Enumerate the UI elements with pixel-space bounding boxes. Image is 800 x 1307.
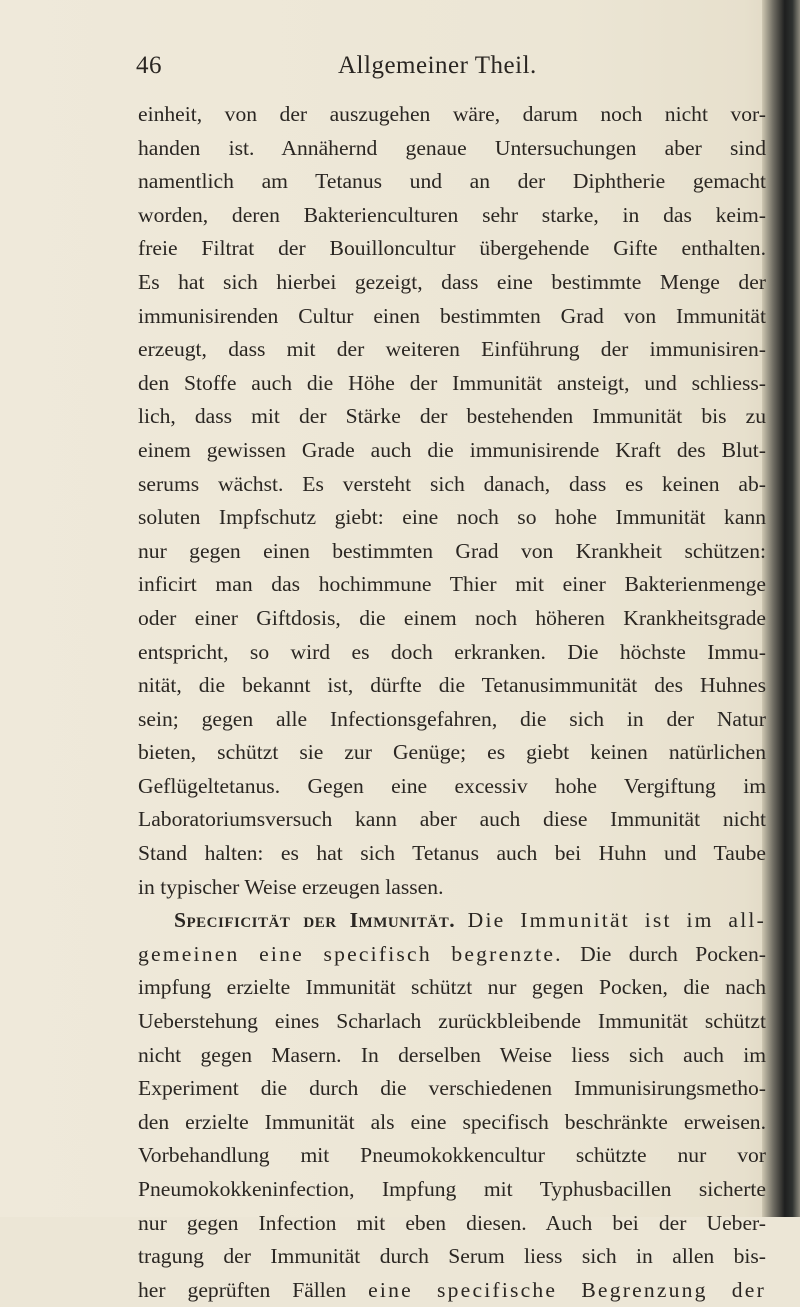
text-line: entspricht, so wird es doch erkranken. Die höchste Immu-	[138, 639, 766, 664]
text-line: soluten Impfschutz giebt: eine noch so hohe Immunität kann	[138, 505, 766, 530]
running-head: Allgemeiner Theil.	[338, 52, 537, 79]
text-line: den Stoffe auch die Höhe der Immunität ansteigt, und schliess-	[138, 370, 766, 395]
text-line: in typischer Weise erzeugen lassen.	[138, 874, 444, 899]
text-line: inficirt man das hochimmune Thier mit einer Bakterienmenge	[138, 572, 766, 597]
text-fragment: her geprüften Fällen	[138, 1277, 347, 1302]
text-line: einem gewissen Grade auch die immunisirende Kraft des Blut-	[138, 437, 766, 462]
text-fragment: Die durch Pocken-	[580, 941, 766, 966]
page-number: 46	[136, 52, 162, 79]
book-binding-edge	[762, 0, 800, 1217]
text-line: nicht gegen Masern. In derselben Weise liess sich auch im	[138, 1042, 766, 1067]
text-line: Stand halten: es hat sich Tetanus auch bei Huhn und Taube	[138, 841, 766, 866]
text-line	[138, 1274, 766, 1307]
text-line	[138, 938, 766, 972]
text-line: den erzielte Immunität als eine specifisch beschränkte erweisen.	[138, 1109, 766, 1134]
text-line: Es hat sich hierbei gezeigt, dass eine bestimmte Menge der	[138, 269, 766, 294]
text-line: Experiment die durch die verschiedenen Immunisirungsmetho-	[138, 1076, 766, 1101]
text-line: Geflügeltetanus. Gegen eine excessiv hohe Vergiftung im	[138, 773, 766, 798]
text-line: Laboratoriumsversuch kann aber auch diese Immunität nicht	[138, 807, 766, 832]
page-header	[0, 52, 760, 84]
text-line: nität, die bekannt ist, dürfte die Tetanusimmunität des Huhnes	[138, 673, 766, 698]
spaced-emphasis: gemeinen eine specifisch begrenzte.	[138, 941, 563, 966]
text-line: freie Filtrat der Bouilloncultur übergehende Gifte enthalten.	[138, 236, 766, 261]
text-line: Vorbehandlung mit Pneumokokkencultur schützte nur vor	[138, 1143, 766, 1168]
text-line: namentlich am Tetanus und an der Diphtherie gemacht	[138, 169, 766, 194]
text-line: Ueberstehung eines Scharlach zurückbleibende Immunität schützt	[138, 1009, 766, 1034]
text-line: lich, dass mit der Stärke der bestehenden Immunität bis zu	[138, 404, 766, 429]
text-line: sein; gegen alle Infectionsgefahren, die sich in der Natur	[138, 706, 766, 731]
section-first-line	[138, 904, 766, 938]
text-line: tragung der Immunität durch Serum liess sich in allen bis-	[138, 1244, 766, 1269]
text-line: immunisirenden Cultur einen bestimmten Grad von Immunität	[138, 303, 766, 328]
spaced-emphasis: Die Immunität ist im all-	[467, 908, 766, 933]
section-heading: Specificität der Immunität.	[174, 908, 456, 933]
text-line: serums wächst. Es versteht sich danach, dass es keinen ab-	[138, 471, 766, 496]
text-line: worden, deren Bakterienculturen sehr starke, in das keim-	[138, 202, 766, 227]
text-line: erzeugt, dass mit der weiteren Einführung der immunisiren-	[138, 337, 766, 362]
spaced-emphasis: eine specifische Begrenzung der	[368, 1277, 766, 1302]
text-line: bieten, schützt sie zur Genüge; es giebt keinen natürlichen	[138, 740, 766, 765]
text-line: Pneumokokkeninfection, Impfung mit Typhusbacillen sicherte	[138, 1177, 766, 1201]
text-line: oder einer Giftdosis, die einem noch höheren Krankheitsgrade	[138, 605, 766, 630]
text-line: impfung erzielte Immunität schützt nur gegen Pocken, die nach	[138, 975, 766, 1000]
text-line: handen ist. Annähernd genaue Untersuchungen aber sind	[138, 135, 766, 160]
body-text	[138, 98, 766, 1307]
text-line: einheit, von der auszugehen wäre, darum noch nicht vor-	[138, 102, 766, 126]
text-line: nur gegen einen bestimmten Grad von Krankheit schützen:	[138, 538, 766, 563]
text-line: nur gegen Infection mit eben diesen. Auch bei der Ueber-	[138, 1210, 766, 1235]
